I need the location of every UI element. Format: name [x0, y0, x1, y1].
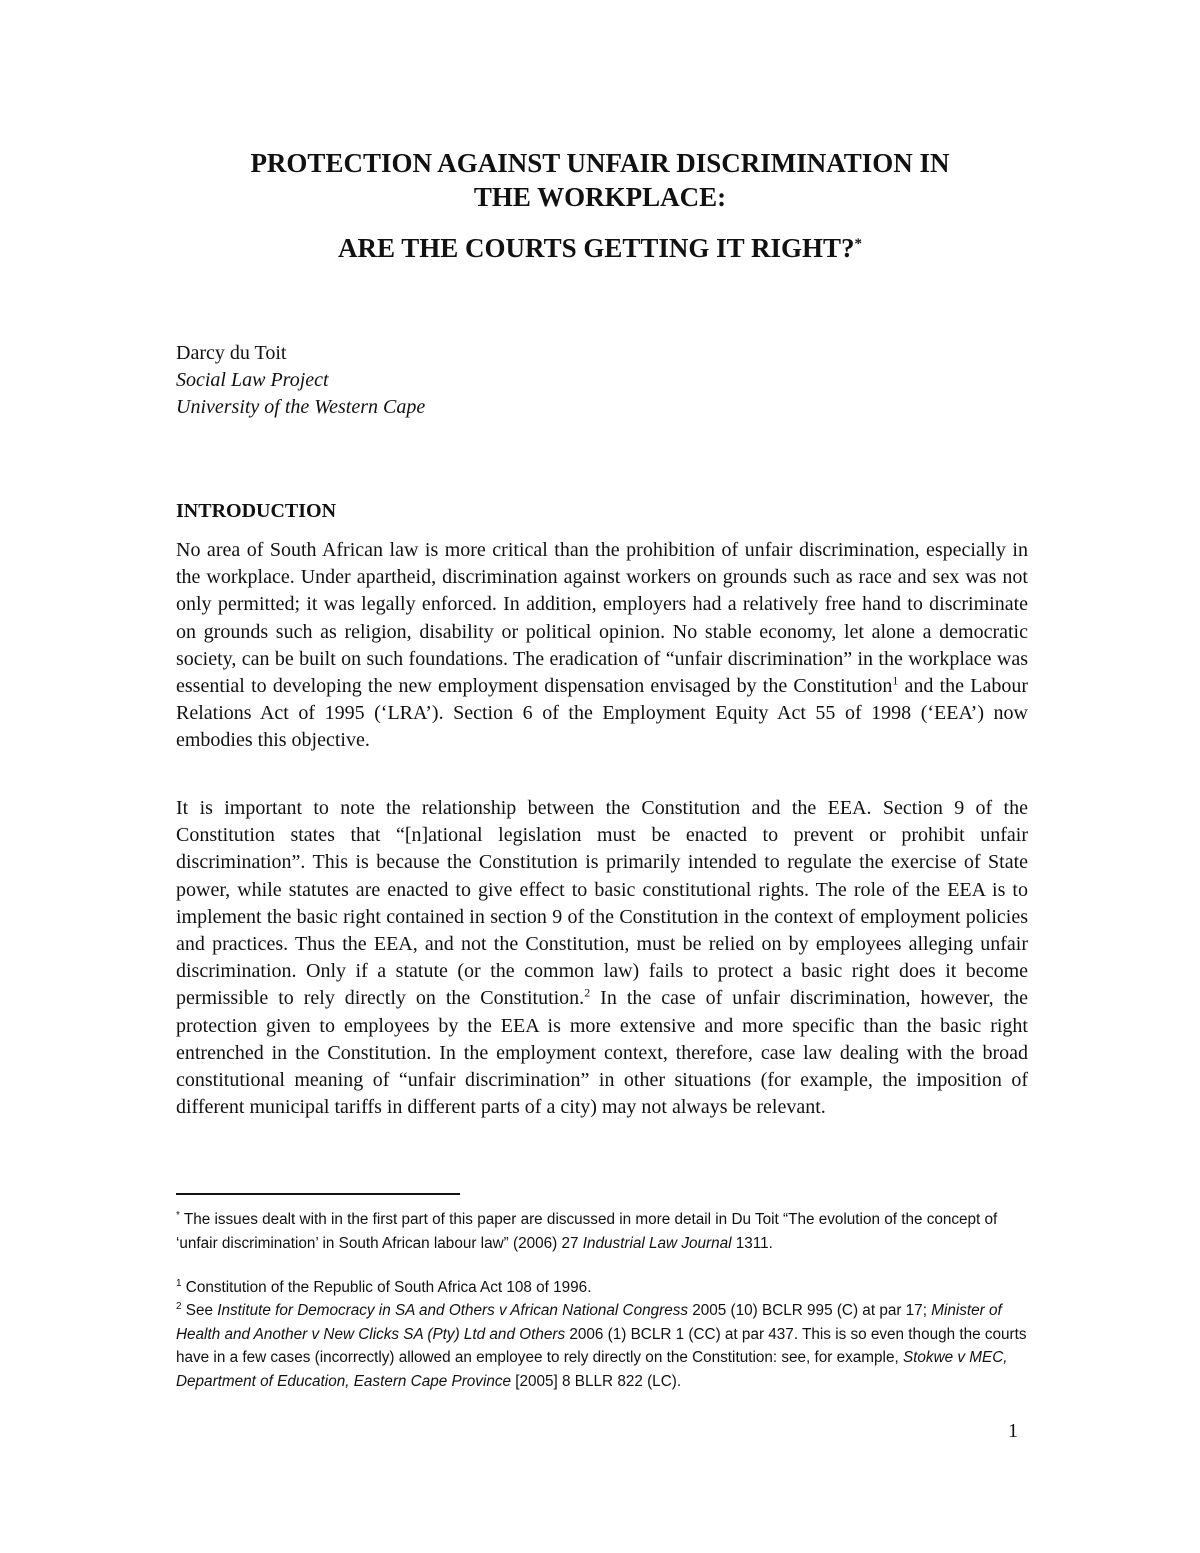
footnote-1: [176, 1276, 1028, 1300]
paragraph-1: [176, 537, 1028, 755]
title-line-2: THE WORKPLACE:: [473, 182, 727, 212]
footnote-2-case-1: Institute for Democracy in SA and Others v African National Congress: [217, 1302, 689, 1319]
footnote-2-case-2: Minister of Health and Another v New Clicks SA (Pty) Ltd and Others: [176, 1302, 1002, 1343]
footnote-2-text-d: [2005] 8 BLLR 822 (LC).: [511, 1372, 682, 1390]
author-name: Darcy du Toit: [176, 342, 287, 364]
footnote-star-mark: *: [176, 1209, 180, 1221]
footnote-star-journal: Industrial Law Journal: [582, 1234, 732, 1252]
author-block: [176, 340, 425, 421]
footnote-2-text-c: 2006 (1) BCLR 1 (CC) at par 437. This is so even though the courts have in a few cases (incorrectly) allowed an employee to rely directly on the Constitution: see, for example,: [176, 1325, 1027, 1367]
title-footnote-mark[interactable]: *: [854, 236, 862, 252]
footnote-2: [176, 1299, 1028, 1393]
footnote-separator: [176, 1193, 460, 1195]
footnote-ref-1[interactable]: 1: [892, 673, 899, 688]
footnote-2-text-a: See: [181, 1302, 218, 1319]
footnote-star: [176, 1208, 1028, 1255]
footnote-ref-2[interactable]: 2: [584, 985, 591, 1000]
footnote-2-mark: 2: [176, 1300, 182, 1312]
footnote-star-text-a: The issues dealt with in the first part of this paper are discussed in more detail in Du Toit “The evolution of the concept of ‘unfair discrimination’ in South African labour law” (2006) 27: [176, 1211, 998, 1252]
footnote-1-text: Constitution of the Republic of South Africa Act 108 of 1996.: [181, 1279, 592, 1296]
paragraph-2: [176, 795, 1028, 1121]
title-line-1: PROTECTION AGAINST UNFAIR DISCRIMINATION IN: [250, 148, 950, 178]
footnote-1-mark: 1: [176, 1277, 182, 1289]
paragraph-2-text-a: It is important to note the relationship between the Constitution and the EEA. Section 9 of the Constitution states that “[n]ational legislation must be enacted to prevent or prohibit unfair discrimination”. This is because the Constitution is primarily intended to regulate the exercise of State power, while statutes are enacted to give effect to basic constitutional rights. The role of the EEA is to implement the basic right contained in section 9 of the Constitution in the context of employment policies and practices. Thus the EEA, and not the Constitution, must be relied on by employees alleging unfair discrimination. Only if a statute (or the common law) fails to protect a basic right does it become permissible to rely directly on the Constitution.: [176, 797, 1028, 1010]
footnote-2-text-b: 2005 (10) BCLR 995 (C) at par 17;: [688, 1302, 932, 1319]
author-institution: University of the Western Cape: [176, 396, 426, 418]
title-line-3-text: ARE THE COURTS GETTING IT RIGHT?: [338, 233, 855, 263]
footnote-2-case-3: Stokwe v MEC, Department of Education, Eastern Cape Province: [176, 1349, 1008, 1390]
footnote-star-text-b: 1311.: [731, 1234, 773, 1252]
paragraph-1-text-a: No area of South African law is more critical than the prohibition of unfair discrimination, especially in the workplace. Under apartheid, discrimination against workers on grounds such as race and sex was not only permitted; it was legally enforced. In addition, employers had a relatively free hand to discriminate on grounds such as religion, disability or political opinion. No stable economy, let alone a democratic society, can be built on such foundations. The eradication of “unfair discrimination” in the workplace was essential to developing the new employment dispensation envisaged by the Constitution: [176, 539, 1028, 698]
page-number: 1: [1008, 1420, 1018, 1442]
author-project: Social Law Project: [176, 369, 329, 391]
section-heading: INTRODUCTION: [176, 500, 337, 522]
paragraph-1-text-b: and the Labour Relations Act of 1995 (‘LRA’). Section 6 of the Employment Equity Act 55 of 1998 (‘EEA’) now embodies this objective.: [176, 675, 1028, 752]
paragraph-2-text-b: In the case of unfair discrimination, however, the protection given to employees by the EEA is more extensive and more specific than the basic right entrenched in the Constitution. In the employment context, therefore, case law dealing with the broad constitutional meaning of “unfair discrimination” in other situations (for example, the imposition of different municipal tariffs in different parts of a city) may not always be relevant.: [176, 987, 1029, 1119]
title-line-3: [100, 231, 1100, 265]
